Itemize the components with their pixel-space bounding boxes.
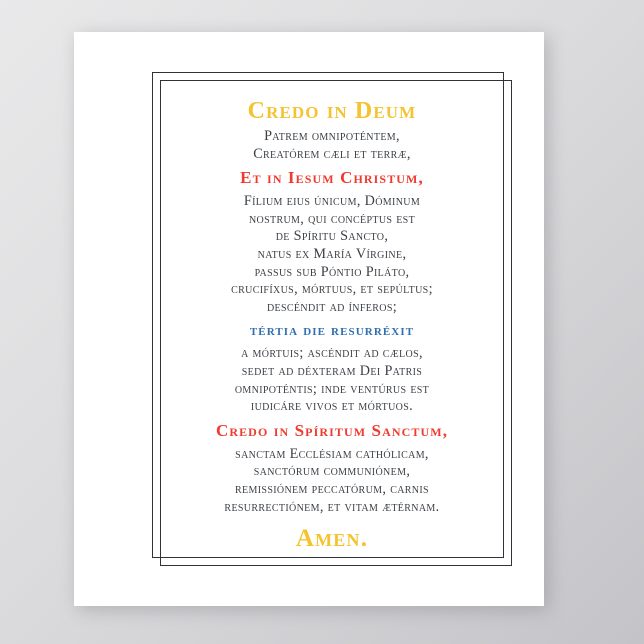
prayer-line: sanctórum communiónem, bbox=[253, 463, 411, 480]
prayer-line: Patrem omnipoténtem, bbox=[264, 128, 400, 144]
stanza-heading-resurrection: tértia die resurréxit bbox=[249, 322, 415, 340]
prayer-line: sedet ad déxteram Dei Patris bbox=[241, 362, 423, 379]
prayer-line: Fílium eius únicum, Dóminum bbox=[243, 193, 421, 210]
prayer-line: crucifíxus, mórtuus, et sepúltus; bbox=[231, 281, 433, 298]
prayer-line: remissiónem peccatórum, carnis bbox=[235, 480, 429, 497]
stanza-heading-christ: Et in Iesum Christum, bbox=[240, 168, 424, 188]
poster-canvas bbox=[74, 32, 544, 606]
prayer-line: natus ex María Vírgine, bbox=[257, 245, 407, 262]
prayer-line: de Spíritu Sancto, bbox=[275, 228, 389, 245]
prayer-text-block bbox=[152, 84, 512, 562]
prayer-line: Creatórem cæli et terræ, bbox=[253, 145, 411, 162]
prayer-line: omnipoténtis; inde ventúrus est bbox=[234, 380, 430, 397]
prayer-line: passus sub Póntio Piláto, bbox=[254, 263, 410, 280]
prayer-line: sanctam Ecclésiam cathólicam, bbox=[235, 445, 429, 462]
prayer-line: nostrum, qui concéptus est bbox=[248, 210, 416, 227]
prayer-line: descéndit ad ínferos; bbox=[266, 298, 398, 315]
amen-text: Amen. bbox=[295, 525, 369, 553]
prayer-line: a mórtuis; ascéndit ad cælos, bbox=[241, 345, 423, 362]
stanza-heading-spirit: Credo in Spíritum Sanctum, bbox=[215, 420, 449, 440]
poster-title: Credo in Deum bbox=[247, 98, 417, 124]
prayer-line: resurrectiónem, et vitam ætérnam. bbox=[224, 498, 440, 515]
prayer-line: iudicáre vivos et mórtuos. bbox=[250, 398, 414, 415]
